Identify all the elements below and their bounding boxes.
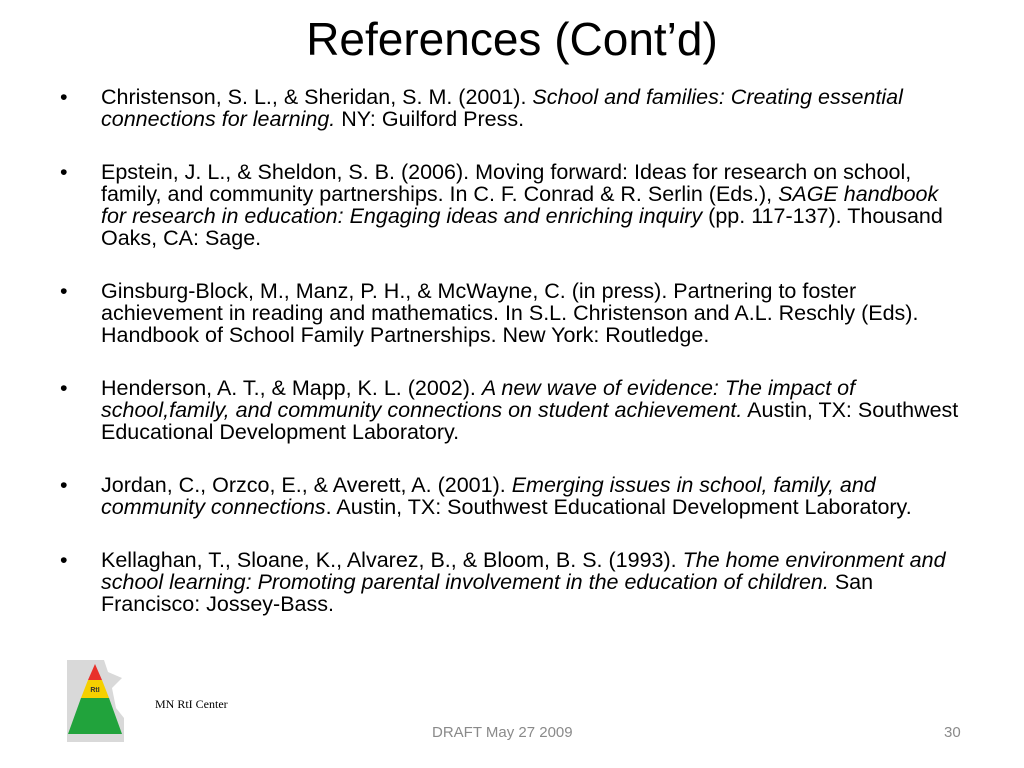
page-number: 30 (944, 724, 961, 741)
slide-title: References (Cont’d) (306, 13, 718, 65)
reference-publisher: San Francisco: Jossey-Bass. (101, 570, 874, 616)
reference-text: Jordan, C., Orzco, E., & Averett, A. (2001). (101, 473, 512, 497)
reference-title: The home environment and school learning: Promoting parental involvement in the education of children. (101, 548, 946, 594)
reference-publisher: (pp. 117-137). Thousand Oaks, CA: Sage. (101, 204, 943, 250)
footer-date: DRAFT May 27 2009 (432, 724, 573, 741)
reference-text: Kellaghan, T., Sloane, K., Alvarez, B., & Bloom, B. S. (1993). (101, 548, 683, 572)
logo-label: MN RtI Center (155, 697, 228, 711)
reference-item (60, 549, 960, 615)
reference-title: Emerging issues in school, family, and community connections (101, 473, 876, 519)
reference-publisher: . Austin, TX: Southwest Educational Development Laboratory. (325, 495, 912, 519)
reference-item (60, 161, 960, 249)
reference-title: School and families: Creating essential connections for learning. (101, 85, 903, 131)
reference-text: Ginsburg-Block, M., Manz, P. H., & McWayne, C. (in press). Partnering to foster achievement in reading and mathematics. In S.L. Christenson and A.L. Reschly (Eds). Handbook of School Family Partnerships. New York: Routledge. (101, 279, 919, 347)
reference-publisher: Austin, TX: Southwest Educational Development Laboratory. (101, 398, 959, 444)
logo-tier-text: RtI (90, 687, 100, 694)
reference-item (60, 474, 960, 518)
reference-publisher: NY: Guilford Press. (335, 107, 525, 131)
reference-title: A new wave of evidence: The impact of school,family, and community connections on student achievement. (101, 376, 856, 422)
reference-item (60, 280, 960, 346)
reference-item (60, 86, 960, 130)
reference-text: Epstein, J. L., & Sheldon, S. B. (2006). Moving forward: Ideas for research on school, family, and community partnerships. In C. F. Conrad & R. Serlin (Eds.), (101, 160, 912, 206)
reference-text: Christenson, S. L., & Sheridan, S. M. (2001). (101, 85, 533, 109)
reference-list (60, 86, 960, 646)
reference-text: Henderson, A. T., & Mapp, K. L. (2002). (101, 376, 482, 400)
reference-item (60, 377, 960, 443)
reference-title: SAGE handbook for research in education: Engaging ideas and enriching inquiry (101, 182, 939, 228)
mn-rti-pyramid-logo-icon (64, 658, 126, 744)
